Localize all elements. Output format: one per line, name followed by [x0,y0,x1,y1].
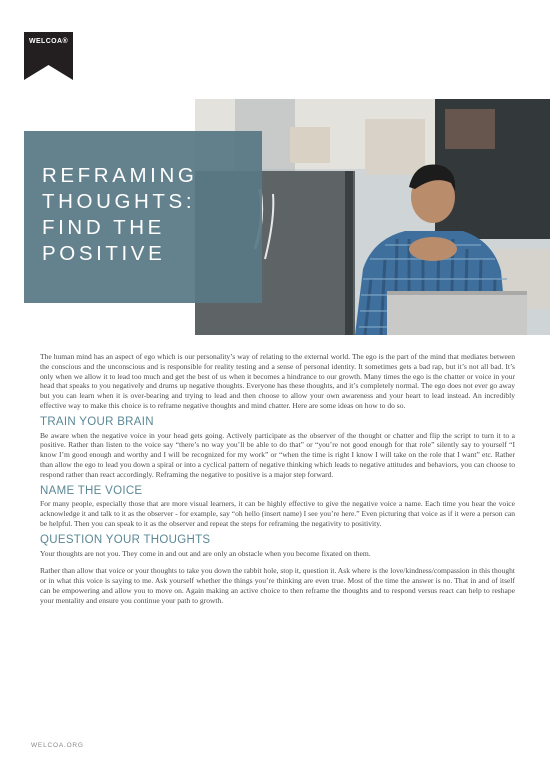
page-title: REFRAMING THOUGHTS: FIND THE POSITIVE [42,164,198,265]
logo-text: WELCOA® [28,38,69,45]
section-paragraph: Rather than allow that voice or your thoughts to take you down the rabbit hole, stop it, question it. Ask where is the love/kindness/compassion in this thought or in what this voice is saying to me. Ask yourself whether the things you’re thinking are even true. Most of the time the answer is no. That in and of itself can be empowering and allow you to move on. Again making an active choice to then reframe the thoughts and to respond versus react can help to reshape your mentality and ensure you continue your path to growth. [40,566,515,605]
section-paragraph: For many people, especially those that are more visual learners, it can be highly effective to give the negative voice a name. Each time you hear the voice acknowledge it and talk to it as the observer - for example, say “oh hello (insert name) I see you’re here.” Even picturing that voice as if it were a person can be helpful. Then you can speak to it as the observer and repeat the steps for reframing the negativity to positivity. [40,499,515,528]
section-paragraph: Your thoughts are not you. They come in and out and are only an obstacle when you become fixated on them. [40,548,371,558]
intro-paragraph: The human mind has an aspect of ego which is our personality’s way of relating to the external world. The ego is the part of the mind that mediates between the conscious and the unconscious and is responsible for reality testing and a sense of personal identity. It sometimes gets a bad rap, but it’s not all bad. It’s only when we allow it to lead too much and get the best of us when it becomes a hindrance to our growth. Many times the ego is the chatter or voice in your head that speaks to you negatively and drums up negative thoughts. Everyone has these thoughts, and it’s completely normal. The ego does not ever go away but you can learn when it is over-bearing and trying to lead and then choose to allow your own awareness and your heart to lead instead. An incredibly effective way to make this choice is to reframe negative thoughts and mind chatter. Here are some ideas on how to do so. [40,352,515,410]
section-heading-question-your-thoughts: QUESTION YOUR THOUGHTS [40,533,211,546]
article-body [40,352,515,606]
section-heading-name-the-voice: NAME THE VOICE [40,484,143,497]
section-heading-train-your-brain: TRAIN YOUR BRAIN [40,415,154,428]
footer-website: WELCOA.ORG [31,742,84,749]
section-paragraph: Be aware when the negative voice in your head gets going. Actively participate as the observer of the thought or chatter and flip the script to turn it to a positive. Rather than listen to the voice say “there’s no way you’ll be able to do that” or “you’re not good enough for that role” silently say to yourself “I know I’m good enough and worthy and I will be recognized for my work” or “when the time is right I know I will take on the role that I want” etc. Rather than allow the ego to lead you down a spiral or into a cyclical pattern of negative thinking which leads to negative attitudes and behaviors, you can choose to respond rather than react accordingly. Reframing the negative to positive is a major step forward. [40,430,515,479]
welcoa-logo-badge [24,32,73,80]
